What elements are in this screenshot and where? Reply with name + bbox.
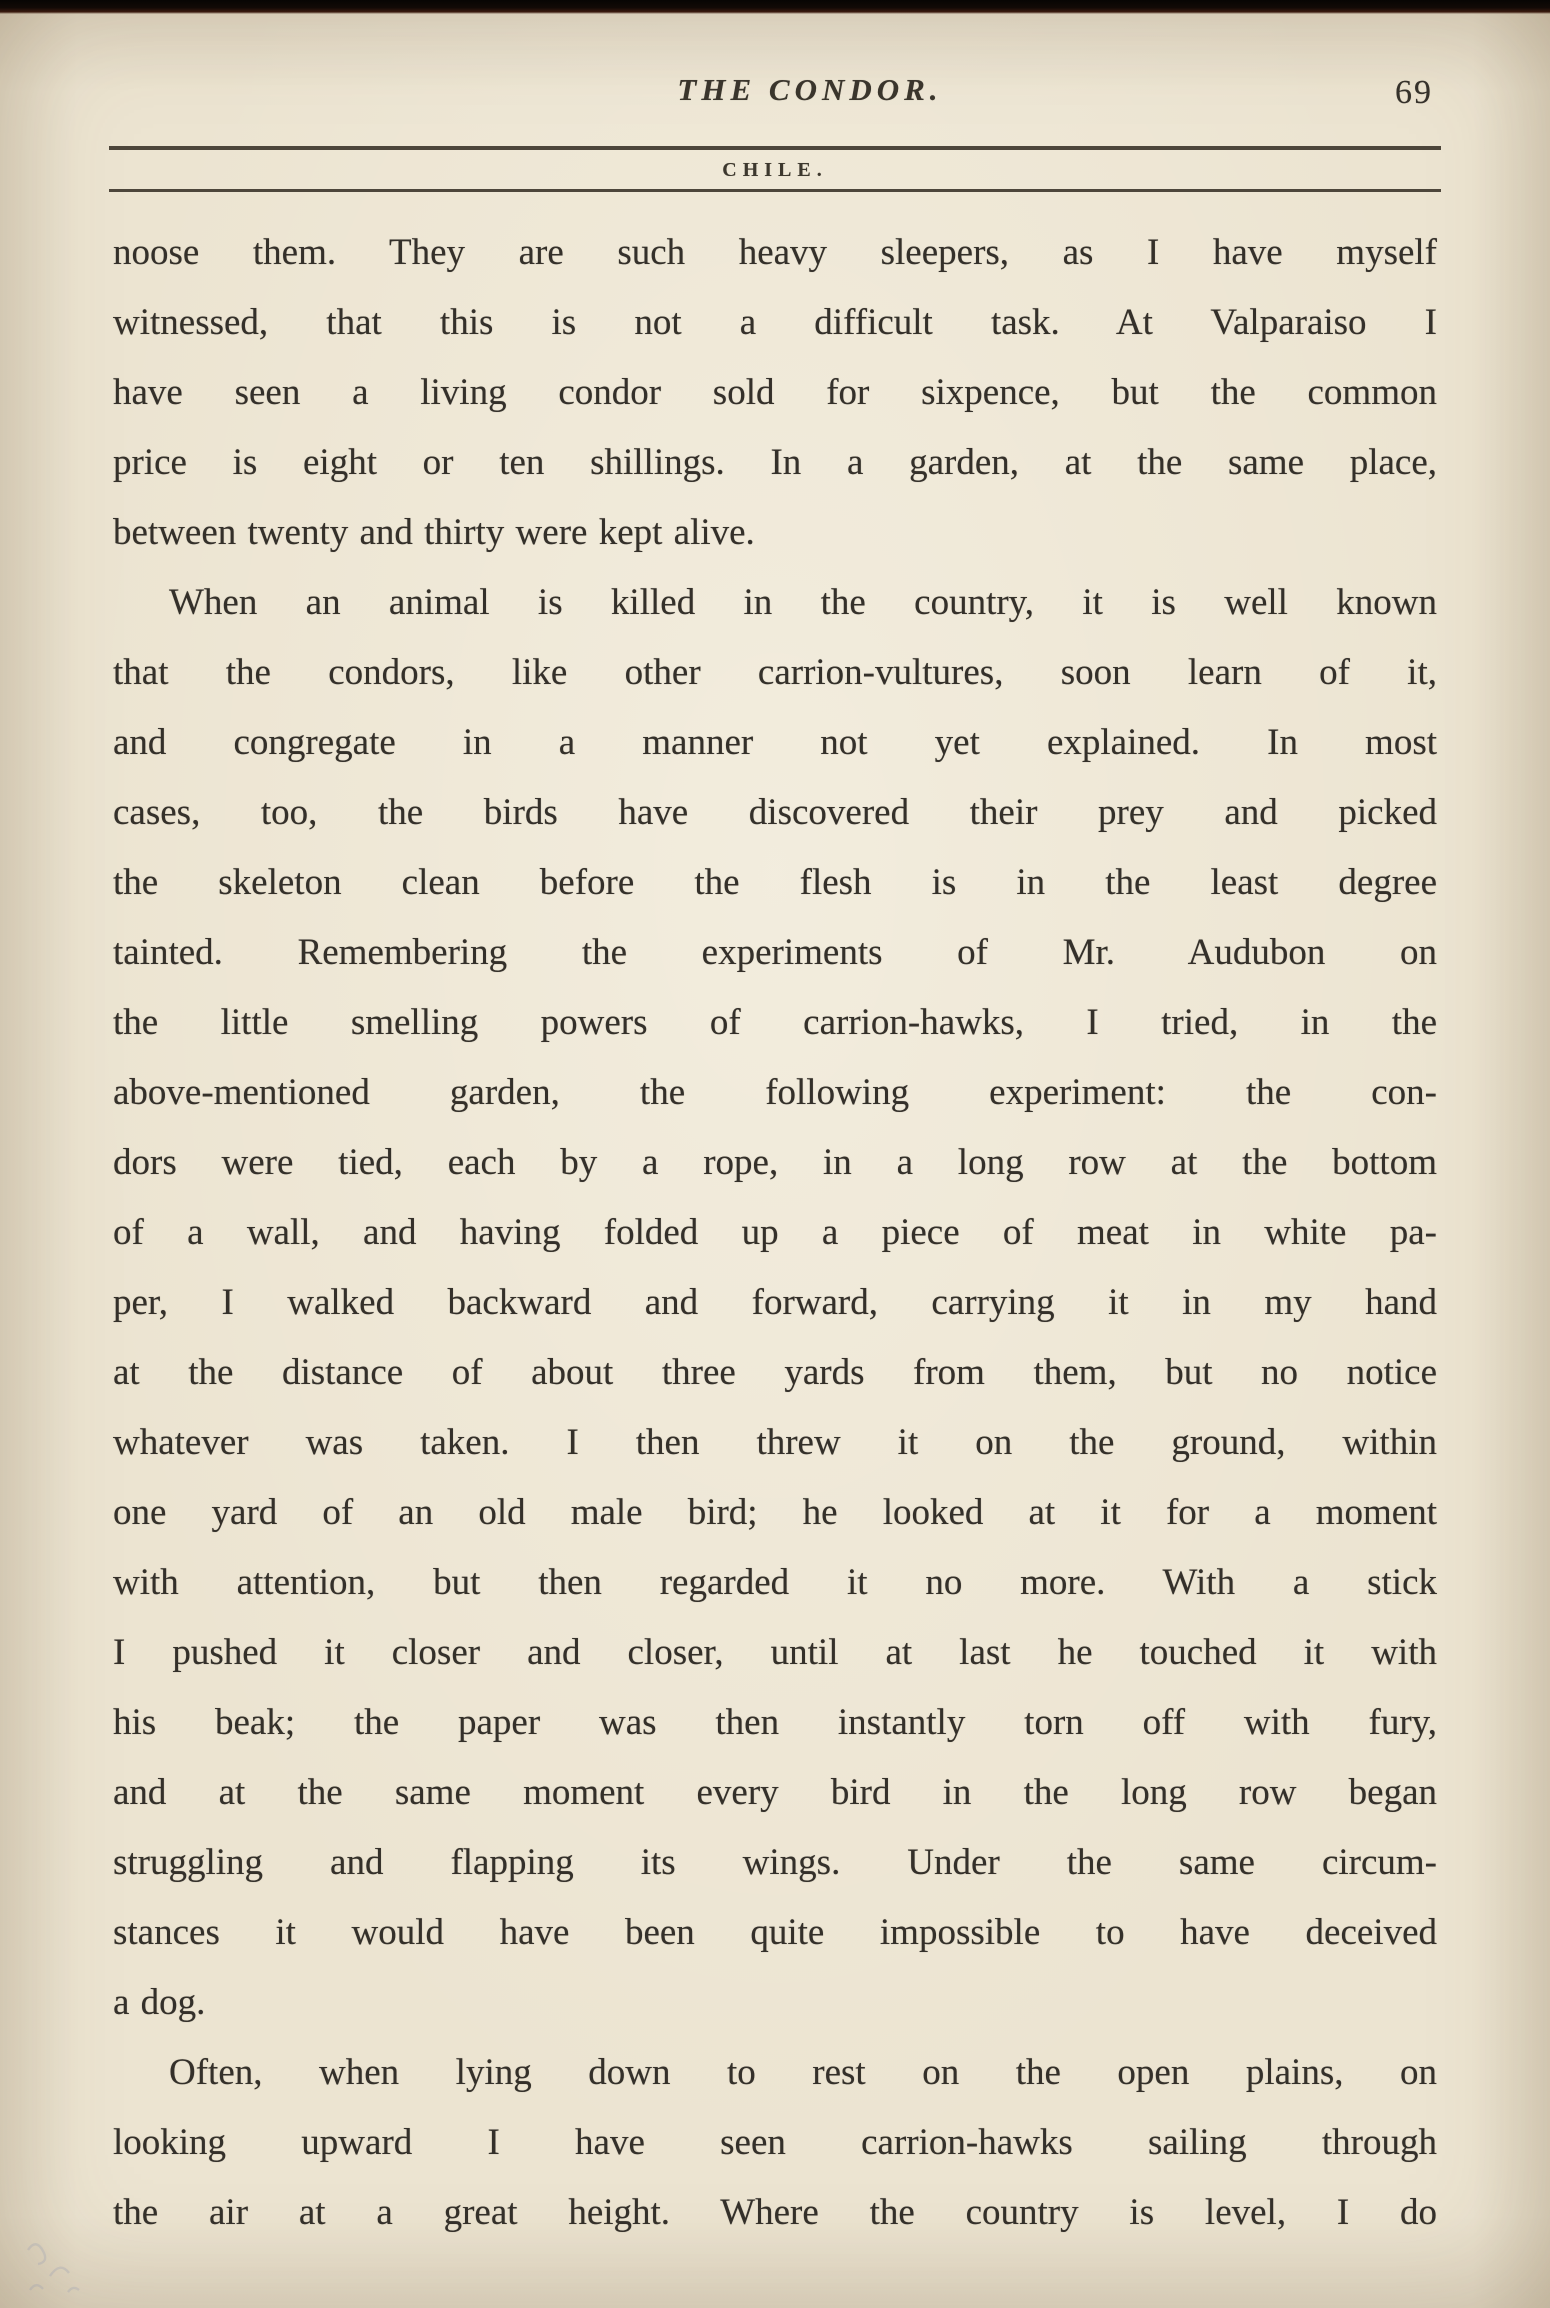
- body-text: [113, 218, 1437, 2248]
- text-line: one yard of an old male bird; he looked at it for a moment: [113, 1492, 1437, 1533]
- text-line: above-mentioned garden, the following experiment: the con-: [113, 1072, 1437, 1113]
- text-line: struggling and flapping its wings. Under the same circum-: [113, 1842, 1437, 1883]
- text-line: per, I walked backward and forward, carrying it in my hand: [113, 1282, 1437, 1323]
- text-line: the air at a great height. Where the country is level, I do: [113, 2192, 1437, 2233]
- text-line: with attention, but then regarded it no more. With a stick: [113, 1562, 1437, 1603]
- text-line: that the condors, like other carrion-vultures, soon learn of it,: [113, 652, 1437, 693]
- header-rule-top: [109, 146, 1441, 150]
- text-line: between twenty and thirty were kept alive.: [113, 512, 755, 553]
- text-line: tainted. Remembering the experiments of Mr. Audubon on: [113, 932, 1437, 973]
- pencil-mark: [16, 2232, 112, 2304]
- paragraph: [113, 2038, 1437, 2248]
- text-line: witnessed, that this is not a difficult task. At Valparaiso I: [113, 302, 1437, 343]
- text-line: of a wall, and having folded up a piece of meat in white pa-: [113, 1212, 1437, 1253]
- paragraph: [113, 218, 1437, 568]
- text-line: Often, when lying down to rest on the open plains, on: [169, 2052, 1437, 2093]
- text-line: the skeleton clean before the flesh is in the least degree: [113, 862, 1437, 903]
- running-title: THE CONDOR.: [677, 72, 943, 107]
- text-line: price is eight or ten shillings. In a garden, at the same place,: [113, 442, 1437, 483]
- page-number: 69: [1395, 74, 1433, 111]
- text-line: stances it would have been quite impossible to have deceived: [113, 1912, 1437, 1953]
- text-line: and at the same moment every bird in the long row began: [113, 1772, 1437, 1813]
- text-line: the little smelling powers of carrion-hawks, I tried, in the: [113, 1002, 1437, 1043]
- paragraph: [113, 568, 1437, 2038]
- page-header: [113, 72, 1437, 118]
- text-line: cases, too, the birds have discovered their prey and picked: [113, 792, 1437, 833]
- text-line: whatever was taken. I then threw it on the ground, within: [113, 1422, 1437, 1463]
- text-line: and congregate in a manner not yet explained. In most: [113, 722, 1437, 763]
- text-line: noose them. They are such heavy sleepers, as I have myself: [113, 232, 1437, 273]
- text-line: When an animal is killed in the country, it is well known: [169, 582, 1437, 623]
- section-label: CHILE.: [722, 159, 828, 181]
- text-line: have seen a living condor sold for sixpence, but the common: [113, 372, 1437, 413]
- text-line: dors were tied, each by a rope, in a long row at the bottom: [113, 1142, 1437, 1183]
- text-line: looking upward I have seen carrion-hawks sailing through: [113, 2122, 1437, 2163]
- text-line: a dog.: [113, 1982, 206, 2023]
- text-line: at the distance of about three yards from them, but no notice: [113, 1352, 1437, 1393]
- text-line: his beak; the paper was then instantly torn off with fury,: [113, 1702, 1437, 1743]
- header-rule-bottom: [109, 189, 1441, 192]
- text-line: I pushed it closer and closer, until at last he touched it with: [113, 1632, 1437, 1673]
